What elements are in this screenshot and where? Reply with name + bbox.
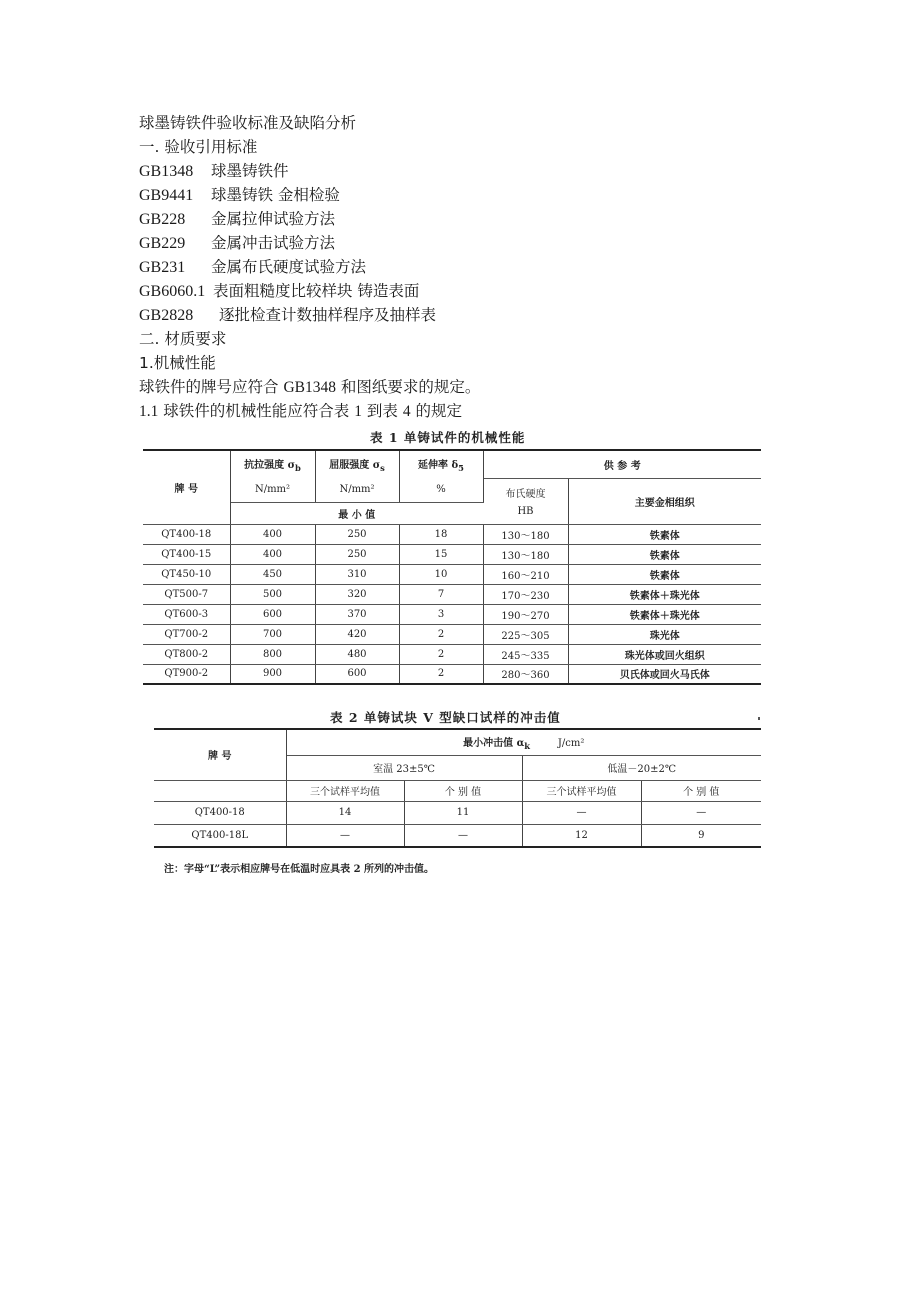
cell-elong: 3 xyxy=(399,604,483,624)
t2-header-impact: 最小冲击值 $\alpha_k$ J/cm² xyxy=(286,729,761,755)
table2-note: 注：字母“L”表示相应牌号在低温时应具表 2 所列的冲击值。 xyxy=(164,864,435,875)
table-row xyxy=(143,524,761,544)
t2-header-individual: 个 别 值 xyxy=(641,780,761,801)
cell-micro: 铁素体＋珠光体 xyxy=(568,584,761,604)
unit-tensile: N/mm² xyxy=(230,478,315,502)
header-elongation: 延伸率 $\delta_5$ xyxy=(399,450,483,478)
cell-grade: QT400-18L xyxy=(154,824,286,847)
header-hardness: 布氏硬度 HB xyxy=(483,478,568,524)
cell-grade: QT450-10 xyxy=(143,564,230,584)
cell-li: 9 xyxy=(641,824,761,847)
scan-mark xyxy=(758,717,760,720)
cell-grade: QT400-18 xyxy=(154,801,286,824)
cell-yield: 480 xyxy=(315,644,399,664)
cell-la: — xyxy=(522,801,641,824)
cell-grade: QT700-2 xyxy=(143,624,230,644)
cell-grade: QT600-3 xyxy=(143,604,230,624)
paragraph: 球铁件的牌号应符合 GB1348 和图纸要求的规定。 xyxy=(139,378,481,396)
cell-yield: 250 xyxy=(315,544,399,564)
standard-item: GB231 金属布氏硬度试验方法 xyxy=(139,258,367,276)
cell-hb: 190～270 xyxy=(483,604,568,624)
cell-micro: 珠光体或回火组织 xyxy=(568,644,761,664)
cell-elong: 2 xyxy=(399,664,483,684)
cell-hb: 160～210 xyxy=(483,564,568,584)
cell-tensile: 800 xyxy=(230,644,315,664)
header-tensile: 抗拉强度 $\sigma_b$ xyxy=(230,450,315,478)
cell-hb: 130～180 xyxy=(483,544,568,564)
header-microstructure: 主要金相组织 xyxy=(568,478,761,524)
cell-grade: QT900-2 xyxy=(143,664,230,684)
cell-hb: 280～360 xyxy=(483,664,568,684)
cell-micro: 铁素体＋珠光体 xyxy=(568,604,761,624)
table-row xyxy=(143,664,761,684)
unit-elongation: % xyxy=(399,478,483,502)
header-grade: 牌 号 xyxy=(143,450,230,524)
subsection-heading: 1.机械性能 xyxy=(139,354,216,372)
cell-micro: 铁素体 xyxy=(568,544,761,564)
cell-elong: 15 xyxy=(399,544,483,564)
cell-grade: QT800-2 xyxy=(143,644,230,664)
cell-la: 12 xyxy=(522,824,641,847)
t2-header-grade: 牌 号 xyxy=(154,729,286,780)
cell-micro: 珠光体 xyxy=(568,624,761,644)
t2-header-individual: 个 别 值 xyxy=(404,780,522,801)
doc-title: 球墨铸铁件验收标准及缺陷分析 xyxy=(139,114,357,132)
cell-yield: 250 xyxy=(315,524,399,544)
cell-yield: 370 xyxy=(315,604,399,624)
cell-tensile: 400 xyxy=(230,524,315,544)
table-row xyxy=(154,824,761,847)
section-heading-2: 二. 材质要求 xyxy=(139,330,227,348)
cell-hb: 170～230 xyxy=(483,584,568,604)
cell-tensile: 700 xyxy=(230,624,315,644)
table-row xyxy=(143,624,761,644)
cell-hb: 245～335 xyxy=(483,644,568,664)
document-text xyxy=(139,111,839,423)
table-row xyxy=(143,644,761,664)
cell-li: — xyxy=(641,801,761,824)
t2-header-room-temp: 室温 23±5℃ xyxy=(286,755,522,780)
standard-item: GB1348 球墨铸铁件 xyxy=(139,162,289,180)
cell-ra: — xyxy=(286,824,404,847)
standard-item: GB229 金属冲击试验方法 xyxy=(139,234,336,252)
cell-ri: 11 xyxy=(404,801,522,824)
table2-caption: 表 2 单铸试块 V 型缺口试样的冲击值 xyxy=(330,710,561,725)
table-row xyxy=(143,544,761,564)
standard-item: GB228 金属拉伸试验方法 xyxy=(139,210,336,228)
header-yield: 屈服强度 $\sigma_s$ xyxy=(315,450,399,478)
cell-micro: 铁素体 xyxy=(568,524,761,544)
cell-micro: 铁素体 xyxy=(568,564,761,584)
cell-tensile: 500 xyxy=(230,584,315,604)
paragraph: 1.1 球铁件的机械性能应符合表 1 到表 4 的规定 xyxy=(139,402,463,420)
unit-yield: N/mm² xyxy=(315,478,399,502)
cell-micro: 贝氏体或回火马氏体 xyxy=(568,664,761,684)
cell-tensile: 400 xyxy=(230,544,315,564)
cell-yield: 420 xyxy=(315,624,399,644)
cell-grade: QT400-15 xyxy=(143,544,230,564)
standard-item: GB2828 逐批检查计数抽样程序及抽样表 xyxy=(139,306,437,324)
cell-tensile: 900 xyxy=(230,664,315,684)
cell-hb: 130～180 xyxy=(483,524,568,544)
cell-tensile: 600 xyxy=(230,604,315,624)
cell-grade: QT500-7 xyxy=(143,584,230,604)
cell-hb: 225～305 xyxy=(483,624,568,644)
cell-elong: 10 xyxy=(399,564,483,584)
t2-header-low-temp: 低温－20±2℃ xyxy=(522,755,761,780)
impact-values-table xyxy=(154,728,761,848)
cell-grade: QT400-18 xyxy=(143,524,230,544)
section-heading-1: 一. 验收引用标准 xyxy=(139,138,258,156)
cell-yield: 600 xyxy=(315,664,399,684)
t2-header-avg: 三个试样平均值 xyxy=(286,780,404,801)
table-row xyxy=(143,604,761,624)
table-row xyxy=(143,584,761,604)
cell-elong: 7 xyxy=(399,584,483,604)
standard-item: GB9441 球墨铸铁 金相检验 xyxy=(139,186,340,204)
cell-ra: 14 xyxy=(286,801,404,824)
cell-elong: 2 xyxy=(399,644,483,664)
cell-yield: 310 xyxy=(315,564,399,584)
table-row xyxy=(143,564,761,584)
cell-yield: 320 xyxy=(315,584,399,604)
cell-tensile: 450 xyxy=(230,564,315,584)
cell-elong: 18 xyxy=(399,524,483,544)
header-reference: 供 参 考 xyxy=(483,450,761,478)
standard-item: GB6060.1 表面粗糙度比较样块 铸造表面 xyxy=(139,282,420,300)
t2-header-avg: 三个试样平均值 xyxy=(522,780,641,801)
mechanical-properties-table xyxy=(143,449,761,685)
table-row xyxy=(154,801,761,824)
table1-caption: 表 1 单铸试件的机械性能 xyxy=(370,430,526,445)
header-minimum: 最 小 值 xyxy=(230,502,483,524)
cell-ri: — xyxy=(404,824,522,847)
cell-elong: 2 xyxy=(399,624,483,644)
